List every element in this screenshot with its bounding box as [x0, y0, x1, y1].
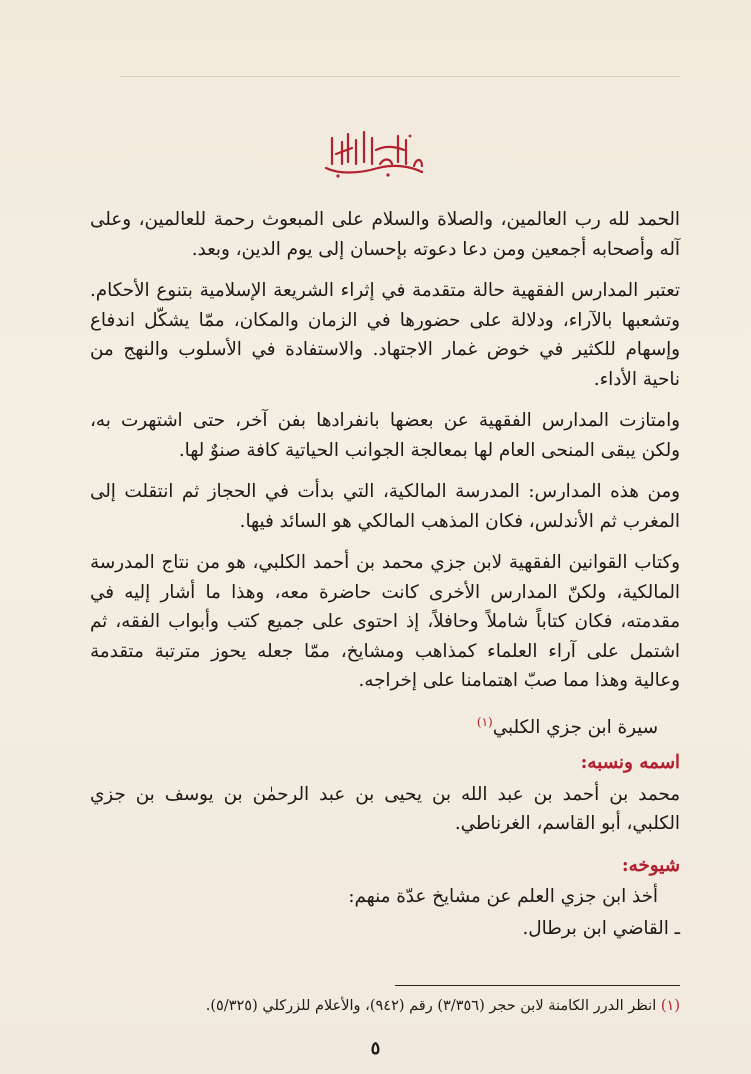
- footnote-rule: [395, 985, 680, 986]
- lineage-heading: اسمه ونسبه:: [580, 752, 680, 774]
- teachers-heading: شيوخه:: [621, 854, 680, 876]
- page-number: ٥: [370, 1038, 381, 1059]
- lineage-text: محمد بن أحمد بن عبد الله بن يحيى بن عبد الرحمٰن بن يوسف بن جزي الكلبي، أبو القاسم، الغرناطي.: [90, 783, 680, 835]
- teachers-intro: أخذ ابن جزي العلم عن مشايخ عدّة منهم:: [348, 886, 658, 908]
- paragraph: ومن هذه المدارس: المدرسة المالكية، التي بدأت في الحجاز ثم انتقلت إلى المغرب ثم الأندلس، فكان المذهب المالكي هو السائد فيها.: [90, 481, 680, 532]
- footnote-reference[interactable]: (١): [476, 714, 493, 729]
- basmala-calligraphy: [318, 128, 430, 180]
- paragraph: تعتبر المدارس الفقهية حالة متقدمة في إثراء الشريعة الإسلامية بتنوع الأحكام. وتشعبها بالآراء، ودلالة على حضورها في الزمان والمكان، ممّا يشكّل اندفاع وإسهام للكثير في خوض غمار الاجتهاد. والاستفادة في الأسلوب والنهج من ناحية الأداء.: [90, 280, 680, 390]
- teacher-item: ـ القاضي ابن برطال.: [522, 917, 680, 939]
- paragraph: وكتاب القوانين الفقهية لابن جزي محمد بن أحمد الكلبي، هو من نتاج المدرسة المالكية، ولكنّ المدارس الأخرى كانت حاضرة معه، وهذا ما أشار إليه في مقدمته، فكان كتاباً شاملاً وحافلاً، إذ احتوى على جميع كتب وأبواب الفقه، ثم اشتمل على آراء العلماء كمذاهب ومشايخ، ممّا جعله يحوز مترتبة متقدمة وعالية وهذا مما صبّ اهتمامنا على إخراجه.: [90, 552, 680, 691]
- header-rule: [120, 76, 680, 77]
- biography-title: [90, 708, 680, 743]
- biography-title-text: سيرة ابن جزي الكلبي: [492, 716, 658, 738]
- paragraph: الحمد لله رب العالمين، والصلاة والسلام على المبعوث رحمة للعالمين، وعلى آله وأصحابه أجمعين ومن دعا دعوته بإحسان إلى يوم الدين، وبعد.: [90, 209, 680, 260]
- footnote: [90, 995, 680, 1017]
- main-text: [90, 205, 680, 955]
- footnote-text: انظر الدرر الكامنة لابن حجر (٣/٣٥٦) رقم (٩٤٢)، والأعلام للزركلي (٥/٣٢٥).: [205, 998, 657, 1014]
- footnote-number: (١): [660, 998, 680, 1014]
- paragraph: وامتازت المدارس الفقهية عن بعضها بانفرادها بفن آخر، حتى اشتهرت به، ولكن يبقى المنحى العام لها بمعالجة الجوانب الحياتية كافة صنوٌ لها.: [90, 410, 680, 461]
